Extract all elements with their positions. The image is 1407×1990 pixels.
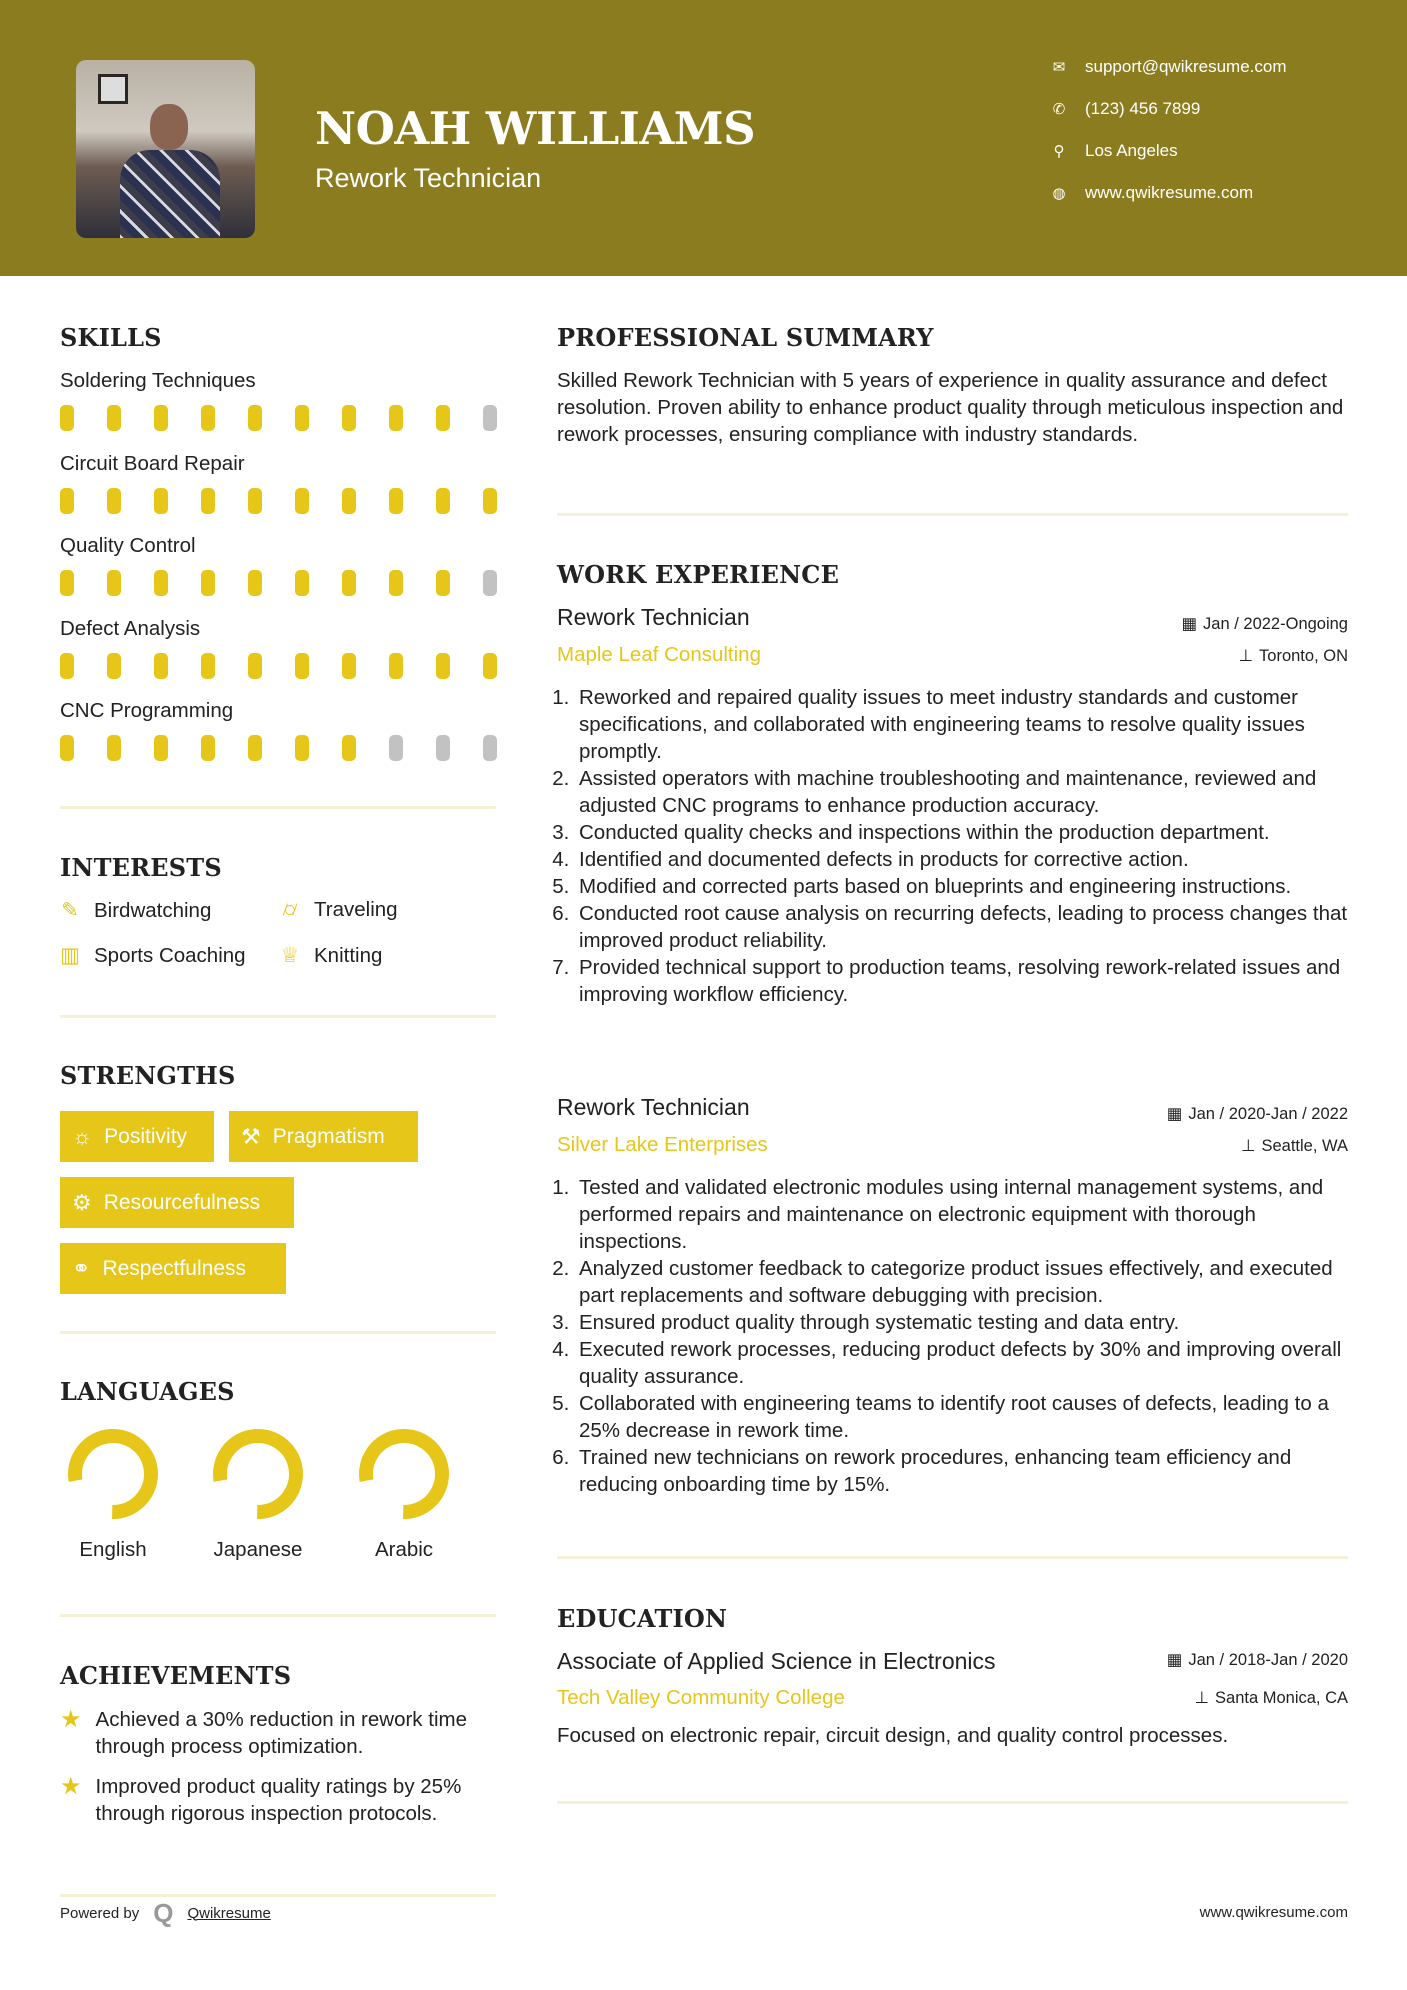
divider	[557, 1801, 1348, 1804]
contact-email[interactable]: ✉ support@qwikresume.com	[1050, 57, 1287, 77]
handshake-icon: ⚭	[72, 1255, 91, 1281]
contact-phone: ✆ (123) 456 7899	[1050, 99, 1200, 119]
education-dates: ▦ Jan / 2018-Jan / 2020	[1166, 1650, 1348, 1669]
divider	[557, 1556, 1348, 1559]
duty-item: 4. Identified and documented defects in products for corrective action.	[575, 846, 1357, 873]
experience-heading: WORK EXPERIENCE	[557, 560, 840, 589]
suitcase-icon: ▥	[60, 944, 80, 967]
skill-bar-filled	[60, 488, 74, 514]
skill-bar-filled	[201, 488, 215, 514]
star-icon: ★	[60, 1773, 82, 1800]
skill-bar-empty	[436, 735, 450, 761]
skill-bar-filled	[436, 488, 450, 514]
skill-bar-empty	[389, 735, 403, 761]
skill-bar-filled	[107, 570, 121, 596]
summary-heading: PROFESSIONAL SUMMARY	[557, 323, 934, 352]
duty-item: 2. Assisted operators with machine troubleshooting and maintenance, reviewed and adjusted CNC programs to enhance production accuracy.	[575, 765, 1357, 819]
skill-bar-filled	[107, 653, 121, 679]
skill-label: Defect Analysis	[60, 616, 201, 640]
skill-label: Circuit Board Repair	[60, 451, 245, 475]
skill-bar-filled	[248, 735, 262, 761]
strengths-heading: STRENGTHS	[60, 1061, 236, 1090]
skills-heading: SKILLS	[60, 323, 162, 352]
skill-bar-filled	[154, 653, 168, 679]
duty-item: 5. Collaborated with engineering teams to identify root causes of defects, leading to a 25% decrease in rework time.	[575, 1390, 1357, 1444]
interest-item: ▥ Sports Coaching	[58, 943, 246, 968]
skill-bar-filled	[295, 570, 309, 596]
footer-powered-by: Powered by Q Qwikresume	[60, 1898, 271, 1928]
skill-bar-filled	[201, 405, 215, 431]
skill-rating	[60, 653, 500, 679]
skill-rating	[60, 405, 500, 431]
skill-rating	[60, 570, 500, 596]
divider	[557, 513, 1348, 516]
skill-bar-filled	[389, 570, 403, 596]
strength-tag: ⚭ Respectfulness	[60, 1243, 286, 1294]
footer-website[interactable]: www.qwikresume.com	[1199, 1904, 1348, 1921]
globe-icon: ◍	[1052, 185, 1066, 202]
degree: Associate of Applied Science in Electronics	[557, 1648, 996, 1674]
skill-rating	[60, 488, 500, 514]
skill-label: Quality Control	[60, 534, 196, 557]
strength-tag: ⚒ Pragmatism	[229, 1111, 418, 1162]
skill-bar-filled	[436, 570, 450, 596]
contact-website[interactable]: ◍ www.qwikresume.com	[1050, 183, 1253, 203]
calendar-icon: ▦	[1166, 1105, 1183, 1123]
skill-bar-filled	[295, 405, 309, 431]
skill-bar-filled	[201, 570, 215, 596]
job-location: ⊥ Seattle, WA	[1241, 1136, 1348, 1155]
skill-bar-empty	[483, 405, 497, 431]
skill-bar-filled	[342, 405, 356, 431]
skill-bar-filled	[389, 488, 403, 514]
achievement-item: ★ Achieved a 30% reduction in rework time through process optimization.	[60, 1706, 467, 1758]
divider	[60, 1614, 496, 1617]
duty-item: 6. Trained new technicians on rework procedures, enhancing team efficiency and reducing onboarding time by 15%.	[575, 1444, 1357, 1498]
envelope-icon: ✉	[1052, 59, 1066, 76]
header	[0, 0, 1407, 276]
skill-bar-filled	[201, 653, 215, 679]
candidate-title: Rework Technician	[315, 163, 542, 193]
phone-icon: ✆	[1052, 101, 1066, 118]
skill-bar-filled	[154, 405, 168, 431]
skill-bar-filled	[107, 735, 121, 761]
skill-bar-filled	[248, 405, 262, 431]
language-item	[203, 1428, 313, 1562]
language-label: Japanese	[213, 1538, 303, 1561]
contact-location: ⚲ Los Angeles	[1050, 141, 1178, 161]
interests-heading: INTERESTS	[60, 853, 222, 882]
skill-bar-filled	[107, 405, 121, 431]
strength-tag: ☼ Positivity	[60, 1111, 214, 1162]
duty-item: 6. Conducted root cause analysis on recurring defects, leading to process changes that improved product reliability.	[575, 900, 1357, 954]
divider	[60, 1331, 496, 1334]
skill-bar-filled	[483, 488, 497, 514]
language-label: Arabic	[374, 1538, 434, 1561]
duty-item: 1. Reworked and repaired quality issues to meet industry standards and customer specifications, and collaborated with engineering teams to resolve quality issues promptly.	[575, 684, 1357, 765]
language-ring	[212, 1428, 304, 1520]
skill-bar-filled	[154, 570, 168, 596]
profile-photo	[76, 60, 255, 238]
job-location: ⊥ Toronto, ON	[1238, 646, 1348, 665]
language-label: English	[79, 1538, 147, 1561]
duty-item: 5. Modified and corrected parts based on blueprints and engineering instructions.	[575, 873, 1357, 900]
skill-bar-filled	[389, 653, 403, 679]
job-title: Rework Technician	[557, 604, 750, 630]
duty-item: 3. Ensured product quality through systematic testing and data entry.	[575, 1309, 1357, 1336]
duty-item: 1. Tested and validated electronic modules using internal management systems, and performed repairs and maintenance on electronic equipment with thorough inspections.	[575, 1174, 1357, 1255]
binoculars-icon: ⌭	[282, 898, 298, 921]
skill-bar-filled	[60, 653, 74, 679]
pin-icon: ⊥	[1238, 647, 1254, 665]
skill-bar-filled	[342, 570, 356, 596]
skill-bar-filled	[295, 735, 309, 761]
skill-bar-filled	[60, 735, 74, 761]
skill-bar-filled	[295, 653, 309, 679]
calendar-icon: ▦	[1166, 1651, 1183, 1669]
skill-label: Soldering Techniques	[60, 369, 256, 392]
job-dates: ▦ Jan / 2020-Jan / 2022	[1166, 1104, 1348, 1123]
job-duties	[557, 684, 1357, 1008]
skill-rating	[60, 735, 500, 761]
qwikresume-link[interactable]: Qwikresume	[187, 1904, 271, 1922]
divider	[60, 1015, 496, 1018]
qwikresume-logo-icon: Q	[153, 1898, 174, 1928]
skill-bar-filled	[248, 570, 262, 596]
language-ring	[67, 1428, 159, 1520]
duty-item: 7. Provided technical support to production teams, resolving rework-related issues and improving workflow efficiency.	[575, 954, 1357, 1008]
skill-bar-filled	[248, 488, 262, 514]
skill-bar-filled	[342, 735, 356, 761]
skill-bar-filled	[154, 735, 168, 761]
job-dates: ▦ Jan / 2022-Ongoing	[1181, 614, 1348, 633]
summary-text: Skilled Rework Technician with 5 years of experience in quality assurance and defect resolution. Proven ability to enhance product quality through meticulous inspection and rework processes, ensuring compliance with industry standards.	[557, 369, 1344, 446]
pin-icon: ⊥	[1194, 1689, 1210, 1707]
skill-bar-filled	[342, 488, 356, 514]
skill-bar-filled	[295, 488, 309, 514]
skill-bar-empty	[483, 735, 497, 761]
cogs-icon: ⚙	[72, 1189, 92, 1215]
company-name: Silver Lake Enterprises	[557, 1133, 768, 1156]
duty-item: 2. Analyzed customer feedback to categorize product issues effectively, and executed part replacements and software debugging with precision.	[575, 1255, 1357, 1309]
interest-item: ✎ Birdwatching	[58, 898, 211, 923]
divider	[60, 1894, 496, 1897]
edit-icon: ✎	[61, 899, 79, 922]
languages-heading: LANGUAGES	[60, 1377, 235, 1406]
job-title: Rework Technician	[557, 1094, 750, 1120]
skill-bar-filled	[107, 488, 121, 514]
job-duties	[557, 1174, 1357, 1498]
strength-tag: ⚙ Resourcefulness	[60, 1177, 294, 1228]
calendar-icon: ▦	[1181, 615, 1198, 633]
skill-bar-filled	[342, 653, 356, 679]
language-item	[349, 1428, 459, 1562]
duty-item: 3. Conducted quality checks and inspections within the production department.	[575, 819, 1357, 846]
education-description: Focused on electronic repair, circuit design, and quality control processes.	[557, 1724, 1229, 1747]
language-item	[58, 1428, 168, 1562]
school-name: Tech Valley Community College	[557, 1686, 845, 1709]
skill-bar-filled	[201, 735, 215, 761]
gavel-icon: ⚒	[241, 1123, 261, 1149]
duty-item: 4. Executed rework processes, reducing product defects by 30% and improving overall quality assurance.	[575, 1336, 1357, 1390]
skill-bar-filled	[248, 653, 262, 679]
map-marker-icon: ⚲	[1053, 143, 1065, 160]
skill-bar-filled	[154, 488, 168, 514]
candidate-name: NOAH WILLIAMS	[315, 102, 756, 155]
skill-bar-filled	[483, 653, 497, 679]
education-location: ⊥ Santa Monica, CA	[1194, 1688, 1348, 1707]
language-ring	[358, 1428, 450, 1520]
achievements-heading: ACHIEVEMENTS	[60, 1661, 292, 1690]
skill-bar-filled	[389, 405, 403, 431]
sun-icon: ☼	[72, 1123, 93, 1149]
education-heading: EDUCATION	[557, 1604, 728, 1633]
company-name: Maple Leaf Consulting	[557, 643, 761, 666]
skill-label: CNC Programming	[60, 699, 234, 722]
trophy-icon: ♕	[280, 944, 300, 967]
divider	[60, 806, 496, 809]
achievement-item: ★ Improved product quality ratings by 25% through rigorous inspection protocols.	[60, 1773, 462, 1825]
skill-bar-empty	[483, 570, 497, 596]
interest-item: ⌭ Traveling	[278, 898, 398, 922]
star-icon: ★	[60, 1706, 82, 1733]
skill-bar-filled	[60, 405, 74, 431]
pin-icon: ⊥	[1241, 1137, 1256, 1155]
interest-item: ♕ Knitting	[278, 943, 382, 968]
skill-bar-filled	[436, 653, 450, 679]
skill-bar-filled	[60, 570, 74, 596]
skill-bar-filled	[436, 405, 450, 431]
